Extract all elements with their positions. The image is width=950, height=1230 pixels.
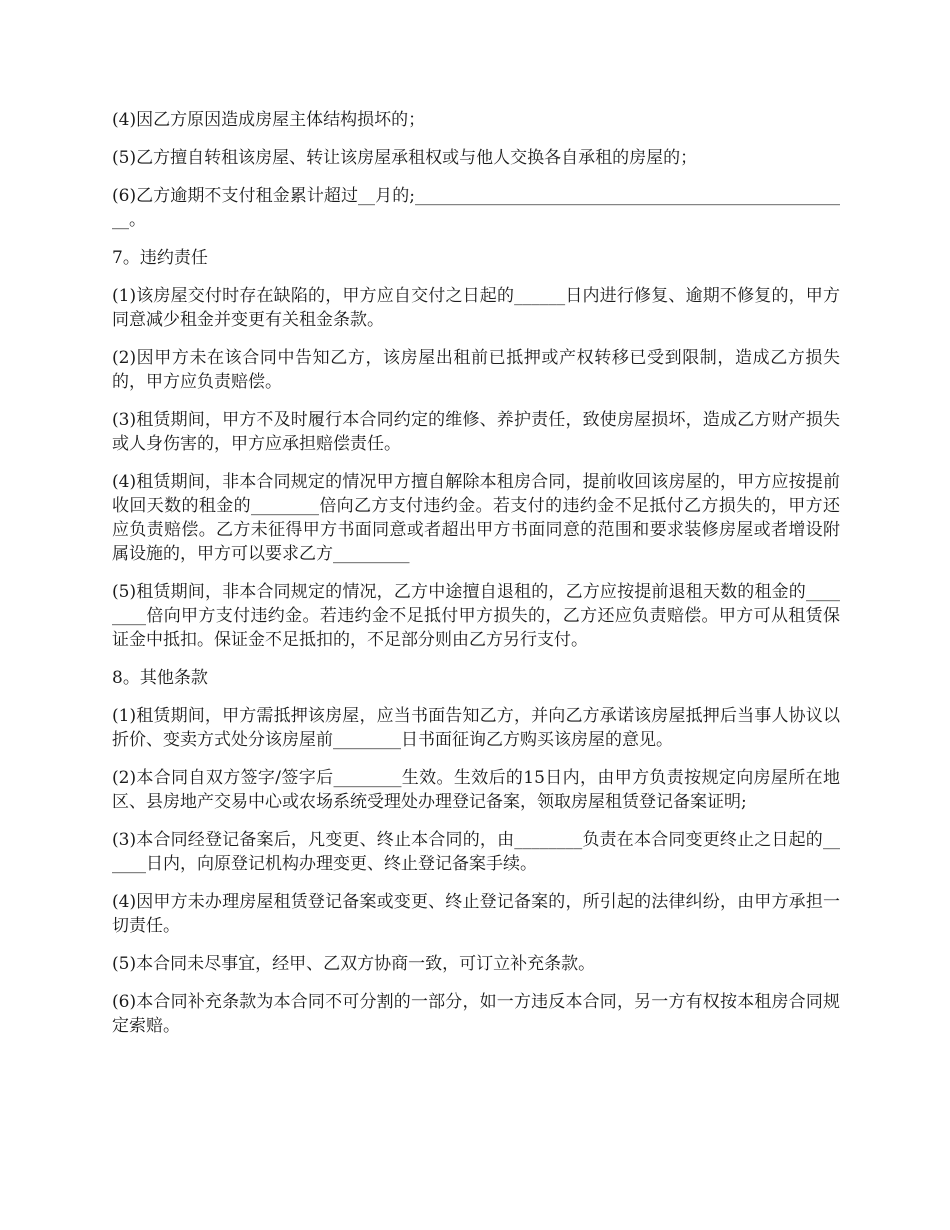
- clause-other-3: (3)本合同经登记备案后，凡变更、终止本合同的，由________负责在本合同变更终止之日起的______日内，向原登记机构办理变更、终止登记备案手续。: [112, 830, 840, 874]
- clause-liability-5: (5)租赁期间，非本合同规定的情况，乙方中途擅自退租的，乙方应按提前退租天数的租金的________倍向甲方支付违约金。若违约金不足抵付甲方损失的，乙方还应负责赔偿。甲方可从租赁保证金中抵扣。保证金不足抵扣的，不足部分则由乙方另行支付。: [112, 582, 840, 650]
- clause-other-1: (1)租赁期间，甲方需抵押该房屋，应当书面告知乙方，并向乙方承诺该房屋抵押后当事人协议以折价、变卖方式处分该房屋前________日书面征询乙方购买该房屋的意见。: [112, 706, 840, 750]
- clause-liability-2: (2)因甲方未在该合同中告知乙方，该房屋出租前已抵押或产权转移已受到限制，造成乙方损失的，甲方应负责赔偿。: [112, 348, 840, 392]
- section-heading-liability: 7。违约责任: [112, 248, 208, 268]
- clause-termination-6: (6)乙方逾期不支付租金累计超过__月的;____________________________________________________。: [112, 186, 840, 230]
- clause-other-4: (4)因甲方未办理房屋租赁登记备案或变更、终止登记备案的，所引起的法律纠纷，由甲方承担一切责任。: [112, 892, 840, 936]
- clause-liability-3: (3)租赁期间，甲方不及时履行本合同约定的维修、养护责任，致使房屋损坏，造成乙方财产损失或人身伤害的，甲方应承担赔偿责任。: [112, 410, 840, 454]
- clause-other-6: (6)本合同补充条款为本合同不可分割的一部分，如一方违反本合同，另一方有权按本租房合同规定索赔。: [112, 992, 840, 1036]
- clause-termination-4: (4)因乙方原因造成房屋主体结构损坏的；: [112, 110, 426, 130]
- document-body: [112, 108, 840, 1052]
- clause-other-2: (2)本合同自双方签字/签字后________生效。生效后的15日内，由甲方负责按规定向房屋所在地区、县房地产交易中心或农场系统受理处办理登记备案，领取房屋租赁登记备案证明;: [112, 768, 840, 812]
- clause-liability-4: (4)租赁期间，非本合同规定的情况甲方擅自解除本租房合同，提前收回该房屋的，甲方应按提前收回天数的租金的________倍向乙方支付违约金。若支付的违约金不足抵付乙方损失的，甲方还应负责赔偿。乙方未征得甲方书面同意或者超出甲方书面同意的范围和要求装修房屋或者增设附属设施的，甲方可以要求乙方_________: [112, 472, 840, 564]
- clause-other-5: (5)本合同未尽事宜，经甲、乙双方协商一致，可订立补充条款。: [112, 954, 596, 974]
- clause-liability-1: (1)该房屋交付时存在缺陷的，甲方应自交付之日起的______日内进行修复、逾期不修复的，甲方同意减少租金并变更有关租金条款。: [112, 286, 840, 330]
- clause-termination-5: (5)乙方擅自转租该房屋、转让该房屋承租权或与他人交换各自承租的房屋的；: [112, 148, 698, 168]
- section-heading-other: 8。其他条款: [112, 668, 208, 688]
